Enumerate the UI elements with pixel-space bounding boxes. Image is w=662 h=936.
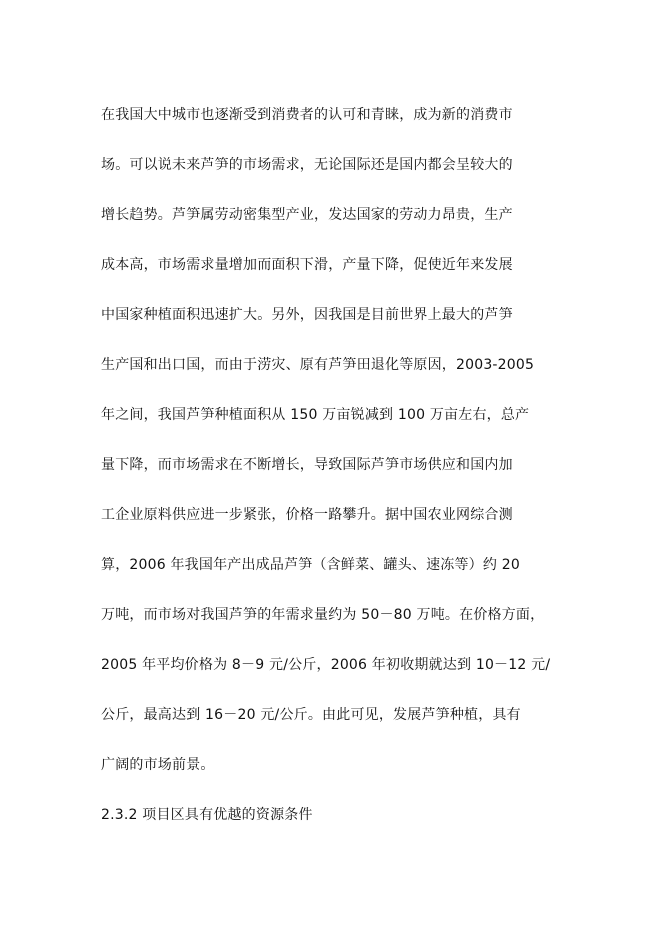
paragraph-line: 量下降，而市场需求在不断增长，导致国际芦笋市场供应和国内加 bbox=[101, 457, 513, 473]
paragraph-line: 成本高，市场需求量增加而面积下滑，产量下降，促使近年来发展 bbox=[101, 257, 513, 273]
paragraph-line: 年之间，我国芦笋种植面积从 150 万亩锐减到 100 万亩左右，总产 bbox=[101, 407, 530, 423]
paragraph-line: 生产国和出口国，而由于涝灾、原有芦笋田退化等原因，2003-2005 bbox=[101, 357, 535, 373]
paragraph-line: 工企业原料供应进一步紧张，价格一路攀升。据中国农业网综合测 bbox=[101, 507, 513, 523]
paragraph-line: 增长趋势。芦笋属劳动密集型产业，发达国家的劳动力昂贵，生产 bbox=[101, 207, 513, 223]
section-heading: 2.3.2 项目区具有优越的资源条件 bbox=[101, 807, 313, 823]
paragraph-line: 公斤，最高达到 16－20 元/公斤。由此可见，发展芦笋种植，具有 bbox=[101, 707, 521, 723]
paragraph-line: 在我国大中城市也逐渐受到消费者的认可和青睐，成为新的消费市 bbox=[101, 107, 513, 123]
paragraph-line: 广阔的市场前景。 bbox=[101, 757, 215, 773]
paragraph-line: 万吨，而市场对我国芦笋的年需求量约为 50－80 万吨。在价格方面， bbox=[101, 607, 545, 623]
paragraph-line: 算，2006 年我国年产出成品芦笋（含鲜菜、罐头、速冻等）约 20 bbox=[101, 557, 520, 573]
paragraph-line: 2005 年平均价格为 8－9 元/公斤，2006 年初收期就达到 10－12 元/ bbox=[101, 657, 551, 673]
paragraph-line: 中国家种植面积迅速扩大。另外，因我国是目前世界上最大的芦笋 bbox=[101, 307, 513, 323]
paragraph-line: 场。可以说未来芦笋的市场需求，无论国际还是国内都会呈较大的 bbox=[101, 157, 513, 173]
